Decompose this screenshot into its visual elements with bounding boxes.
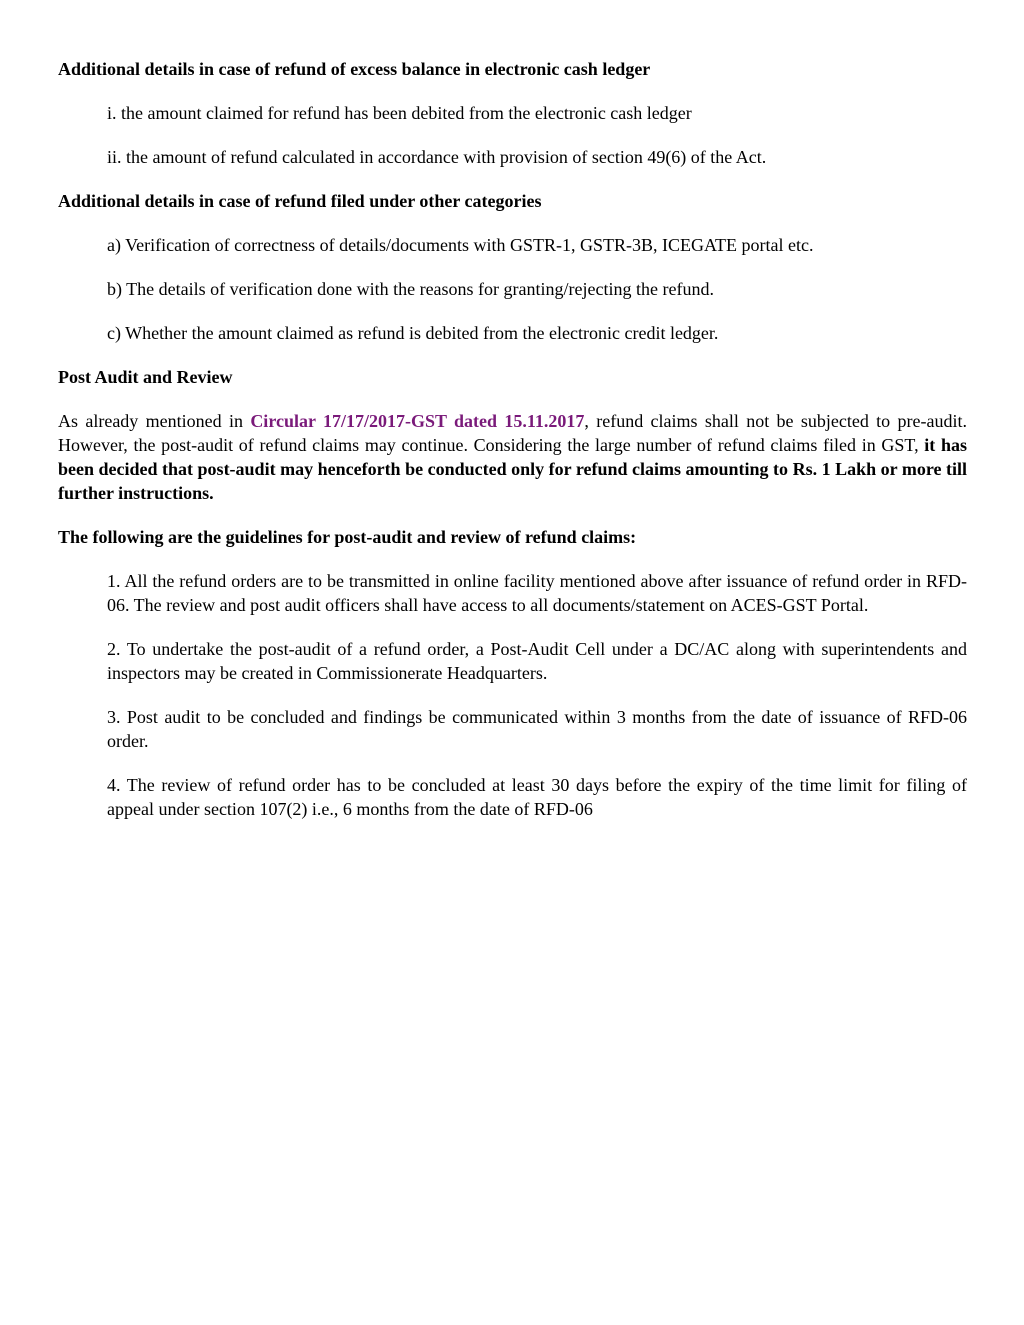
other-categories-item-b: b) The details of verification done with the reasons for granting/rejecting the refund. [107,279,714,299]
cash-ledger-item-ii: ii. the amount of refund calculated in accordance with provision of section 49(6) of the Act. [107,147,767,167]
guideline-item-1: 1. All the refund orders are to be transmitted in online facility mentioned above after issuance of refund order in RFD-06. The review and post audit officers shall have access to all documents/statement on ACES-GST Portal. [107,571,967,615]
cash-ledger-item-i: i. the amount claimed for refund has been debited from the electronic cash ledger [107,103,692,123]
post-audit-paragraph [58,409,967,505]
post-audit-middle-text: , refund claims shall not be subjected to pre-audit. However, the post-audit of refund claims may continue. Considering the large number of refund claims filed in GST, [58,411,967,455]
heading-other-categories: Additional details in case of refund filed under other categories [58,191,542,211]
circular-link[interactable]: Circular 17/17/2017-GST dated 15.11.2017 [250,411,585,431]
heading-cash-ledger: Additional details in case of refund of excess balance in electronic cash ledger [58,59,651,79]
other-categories-item-a: a) Verification of correctness of details/documents with GSTR-1, GSTR-3B, ICEGATE portal etc. [107,235,814,255]
heading-post-audit: Post Audit and Review [58,367,233,387]
post-audit-intro-text: As already mentioned in [58,411,251,431]
guideline-item-3: 3. Post audit to be concluded and findings be communicated within 3 months from the date of issuance of RFD-06 order. [107,707,967,751]
heading-guidelines: The following are the guidelines for post-audit and review of refund claims: [58,527,637,547]
guideline-item-2: 2. To undertake the post-audit of a refund order, a Post-Audit Cell under a DC/AC along with superintendents and inspectors may be created in Commissionerate Headquarters. [107,639,967,683]
guideline-item-4: 4. The review of refund order has to be concluded at least 30 days before the expiry of the time limit for filing of appeal under section 107(2) i.e., 6 months from the date of RFD-06 [107,775,967,819]
other-categories-item-c: c) Whether the amount claimed as refund is debited from the electronic credit ledger. [107,323,719,343]
post-audit-bold-text: it has been decided that post-audit may henceforth be conducted only for refund claims amounting to Rs. 1 Lakh or more till further instructions. [58,435,967,503]
